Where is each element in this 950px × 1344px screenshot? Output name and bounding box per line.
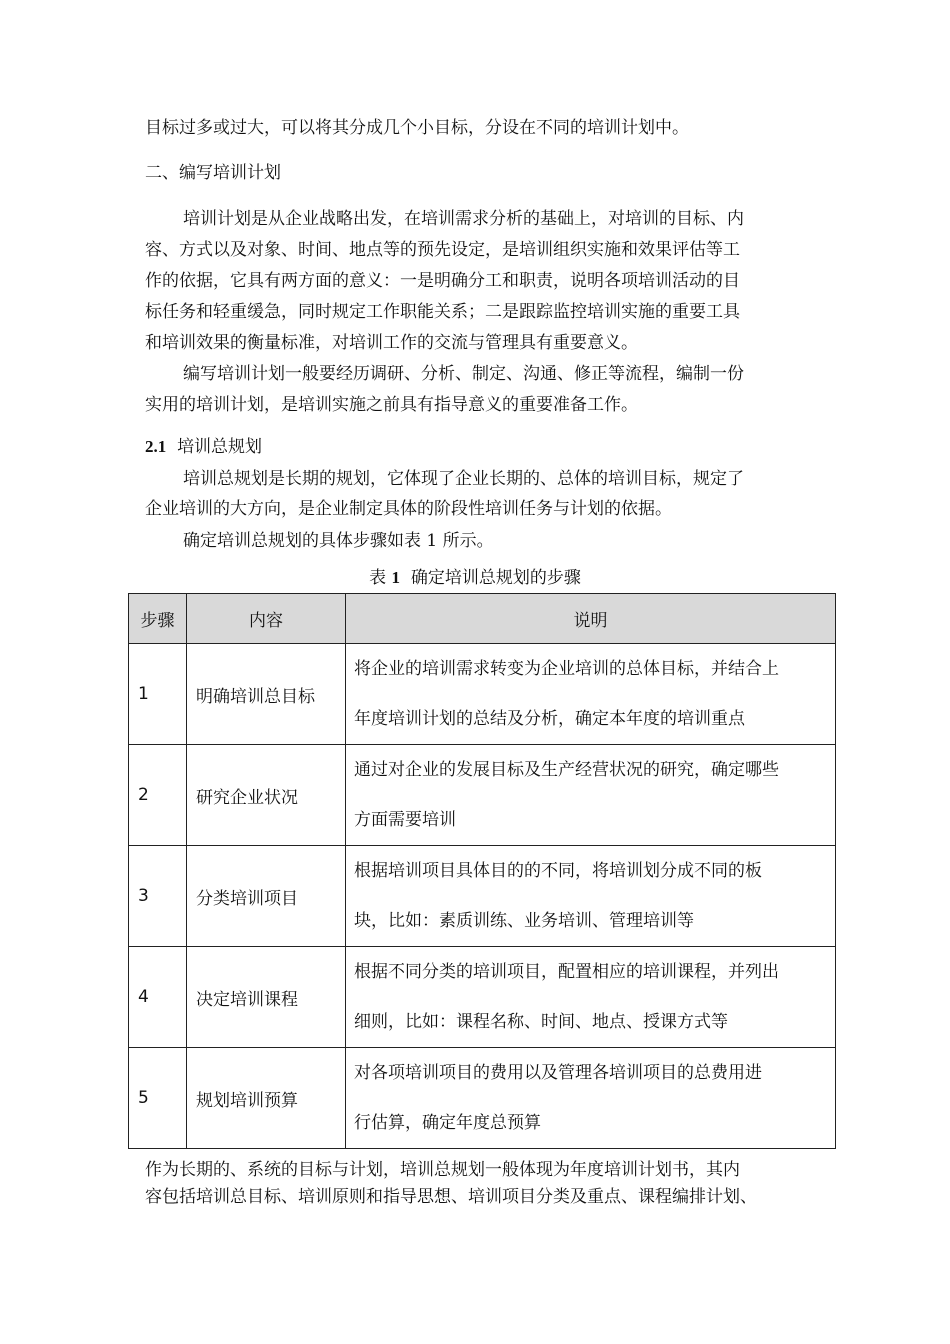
table-header-row <box>129 594 836 644</box>
description-line: 根据不同分类的培训项目，配置相应的培训课程，并列出 <box>354 962 779 982</box>
description-line: 块，比如：素质训练、业务培训、管理培训等 <box>354 911 694 931</box>
paragraph-line: 容包括培训总目标、培训原则和指导思想、培训项目分类及重点、课程编排计划、 <box>145 1187 757 1207</box>
description-line: 将企业的培训需求转变为企业培训的总体目标，并结合上 <box>354 659 779 679</box>
paragraph-line: 确定培训总规划的具体步骤如表 1 所示。 <box>183 531 494 551</box>
paragraph-line: 培训计划是从企业战略出发，在培训需求分析的基础上，对培训的目标、内 <box>183 209 744 229</box>
description-line: 通过对企业的发展目标及生产经营状况的研究，确定哪些 <box>354 760 779 780</box>
step-description <box>346 644 836 745</box>
table-row <box>129 1048 836 1149</box>
table-row <box>129 745 836 846</box>
subsection-title: 培训总规划 <box>177 437 263 457</box>
step-description <box>346 947 836 1048</box>
step-number: 5 <box>129 1048 187 1149</box>
step-description <box>346 745 836 846</box>
paragraph-line: 作为长期的、系统的目标与计划，培训总规划一般体现为年度培训计划书，其内 <box>145 1160 740 1180</box>
caption-number: 1 <box>391 568 401 587</box>
step-number: 2 <box>129 745 187 846</box>
step-number: 4 <box>129 947 187 1048</box>
caption-prefix: 表 <box>369 568 387 588</box>
step-name: 规划培训预算 <box>187 1048 346 1149</box>
table-row <box>129 644 836 745</box>
step-name: 明确培训总目标 <box>187 644 346 745</box>
step-name: 分类培训项目 <box>187 846 346 947</box>
paragraph-line: 实用的培训计划，是培训实施之前具有指导意义的重要准备工作。 <box>145 395 638 415</box>
subsection-number: 2.1 <box>145 437 167 456</box>
table-caption <box>0 568 950 588</box>
description-line: 行估算，确定年度总预算 <box>354 1113 541 1133</box>
step-description <box>346 846 836 947</box>
step-number: 3 <box>129 846 187 947</box>
description-line: 年度培训计划的总结及分析，确定本年度的培训重点 <box>354 709 745 729</box>
step-name: 研究企业状况 <box>187 745 346 846</box>
header-description: 说明 <box>346 594 836 644</box>
description-line: 细则，比如：课程名称、时间、地点、授课方式等 <box>354 1012 728 1032</box>
steps-table <box>128 593 836 1149</box>
paragraph-line: 企业培训的大方向，是企业制定具体的阶段性培训任务与计划的依据。 <box>145 499 672 519</box>
paragraph-line: 目标过多或过大，可以将其分成几个小目标，分设在不同的培训计划中。 <box>145 118 689 138</box>
paragraph-line: 培训总规划是长期的规划，它体现了企业长期的、总体的培训目标，规定了 <box>183 469 744 489</box>
section-heading: 二、编写培训计划 <box>145 163 281 183</box>
description-line: 根据培训项目具体目的的不同，将培训划分成不同的板 <box>354 861 762 881</box>
table-row <box>129 947 836 1048</box>
description-line: 对各项培训项目的费用以及管理各培训项目的总费用进 <box>354 1063 762 1083</box>
paragraph-line: 和培训效果的衡量标准，对培训工作的交流与管理具有重要意义。 <box>145 333 638 353</box>
paragraph-line: 标任务和轻重缓急，同时规定工作职能关系；二是跟踪监控培训实施的重要工具 <box>145 302 740 322</box>
paragraph-line: 作的依据，它具有两方面的意义：一是明确分工和职责，说明各项培训活动的目 <box>145 271 740 291</box>
paragraph-line: 容、方式以及对象、时间、地点等的预先设定，是培训组织实施和效果评估等工 <box>145 240 740 260</box>
header-step: 步骤 <box>129 594 187 644</box>
step-name: 决定培训课程 <box>187 947 346 1048</box>
caption-text: 确定培训总规划的步骤 <box>410 568 581 588</box>
step-description <box>346 1048 836 1149</box>
description-line: 方面需要培训 <box>354 810 456 830</box>
paragraph-line: 编写培训计划一般要经历调研、分析、制定、沟通、修正等流程，编制一份 <box>183 364 744 384</box>
header-content: 内容 <box>187 594 346 644</box>
step-number: 1 <box>129 644 187 745</box>
subsection-heading <box>145 437 262 457</box>
table-row <box>129 846 836 947</box>
